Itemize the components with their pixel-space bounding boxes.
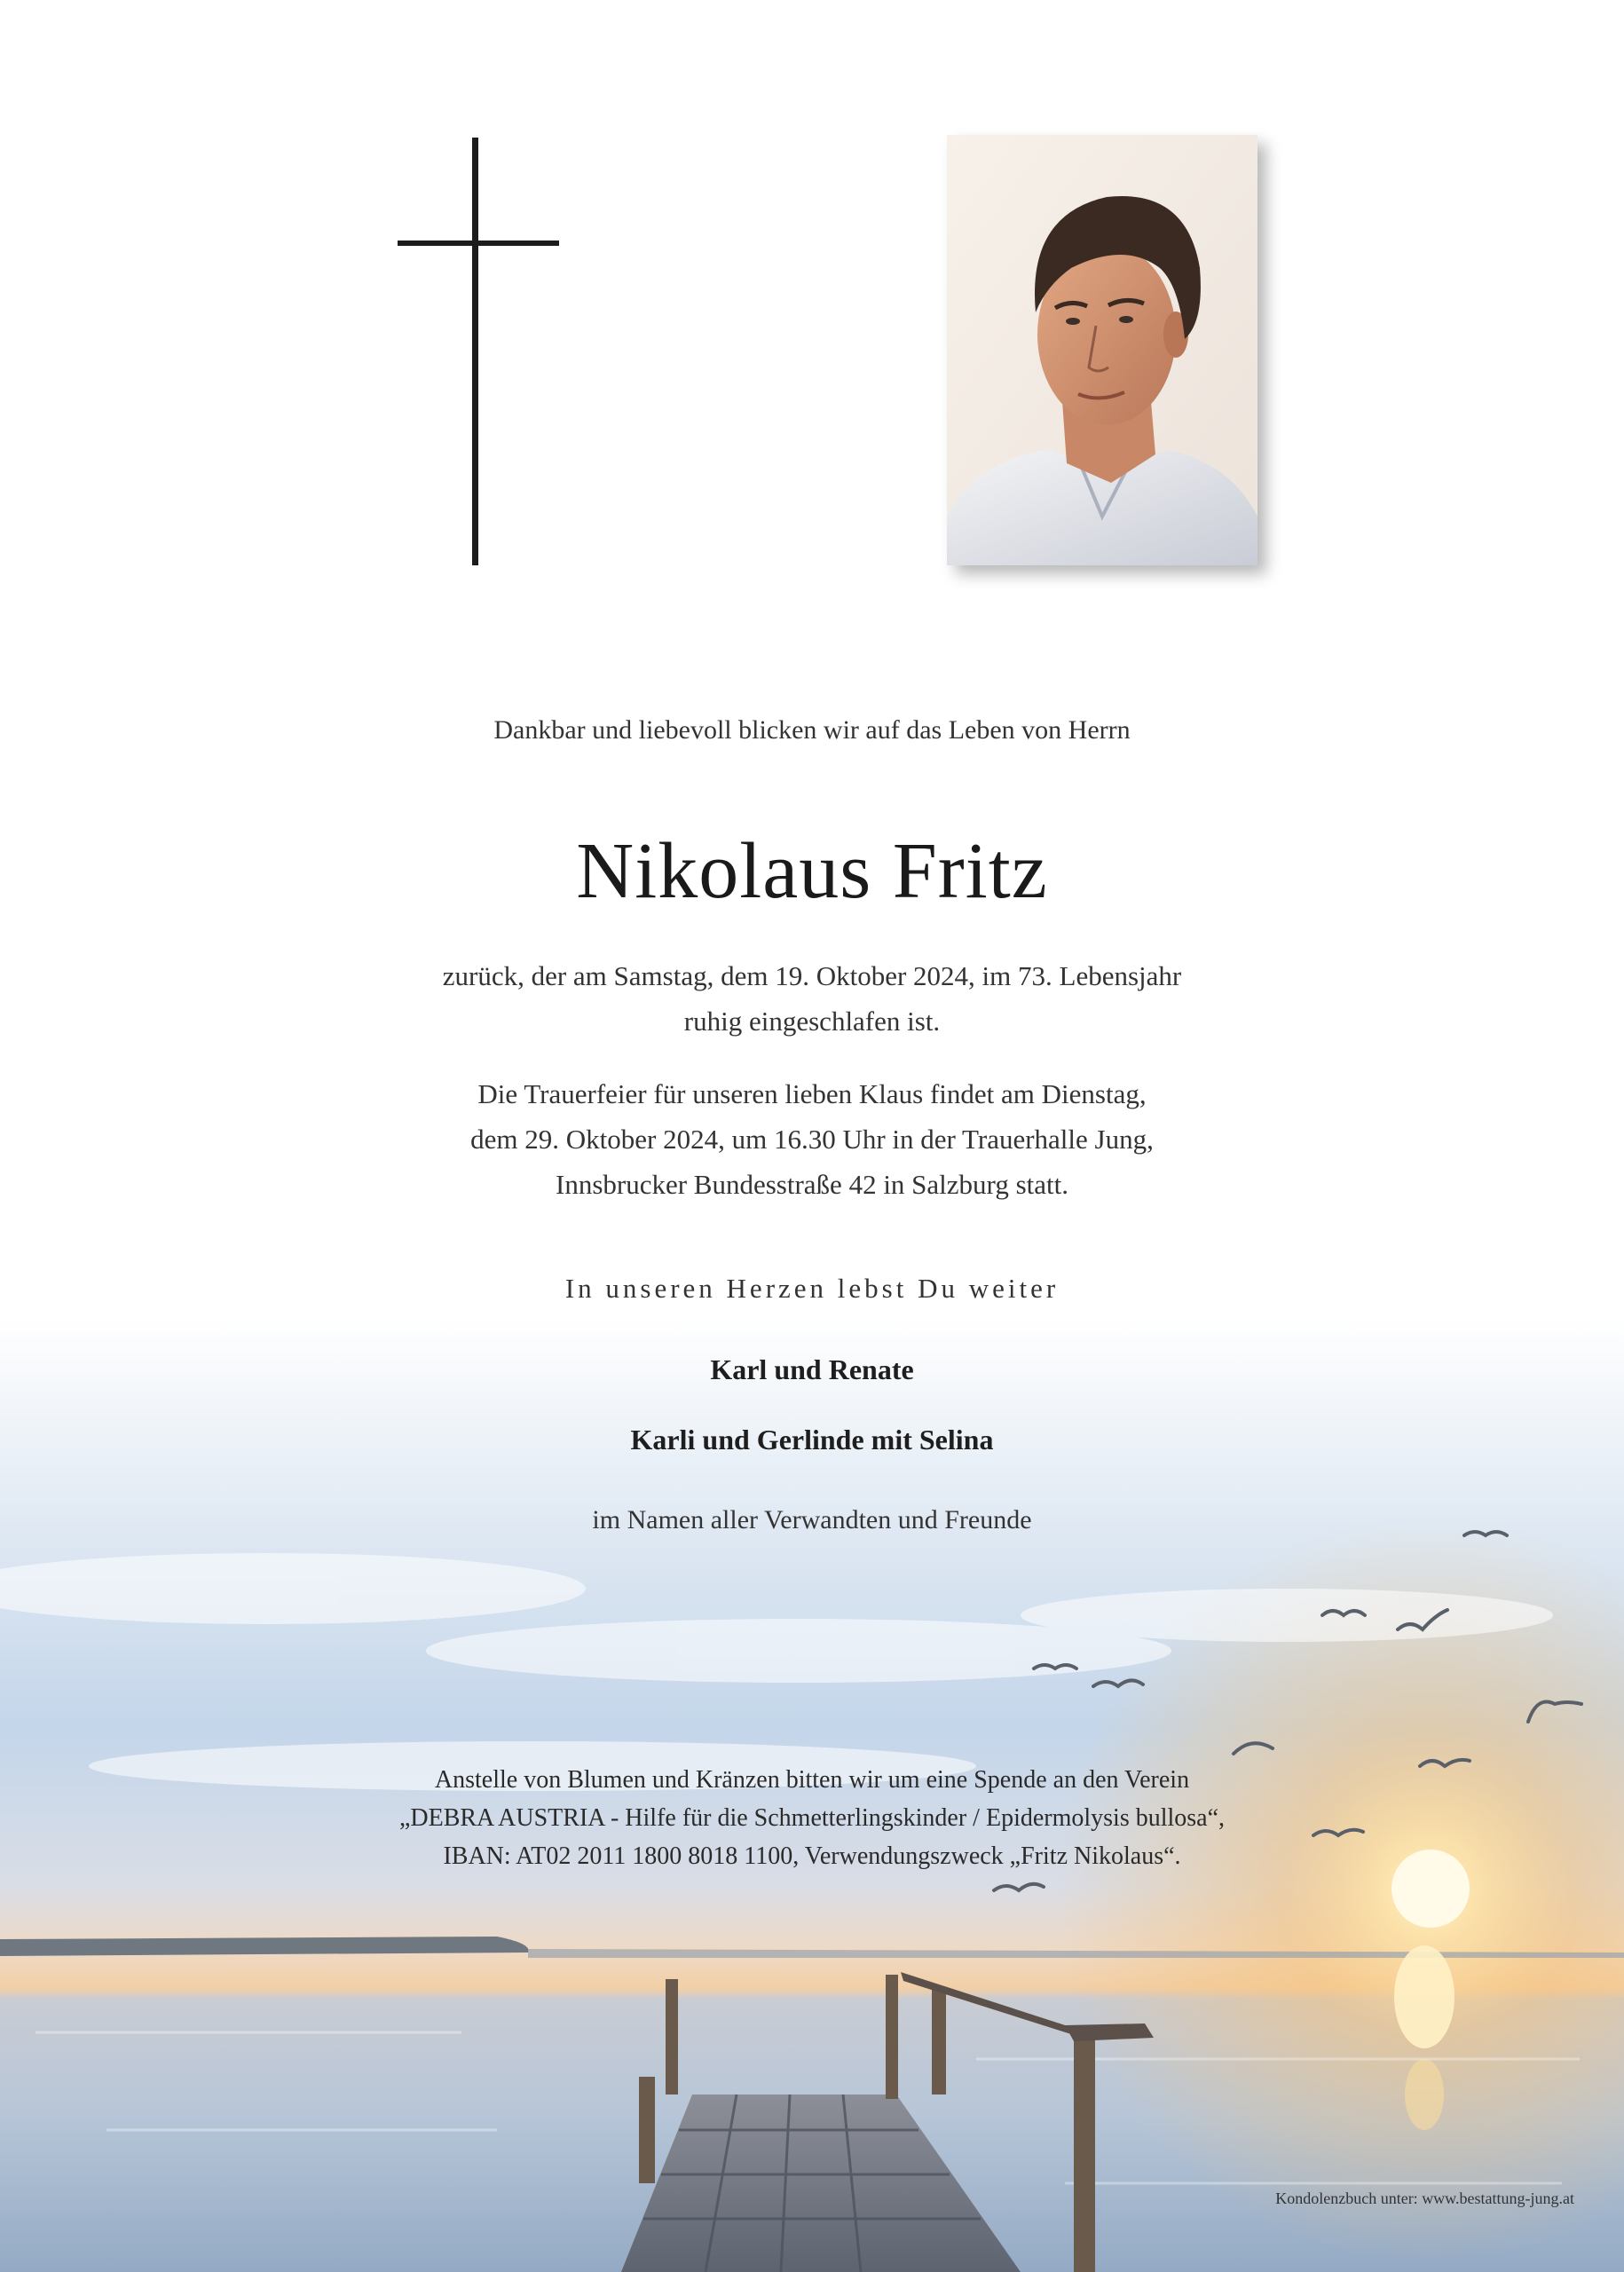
passing-notice — [0, 953, 1624, 1044]
passing-line: ruhig eingeschlafen ist. — [683, 1006, 941, 1037]
ceremony-line: Innsbrucker Bundesstraße 42 in Salzburg statt. — [556, 1169, 1068, 1200]
cross-vertical-bar — [472, 138, 478, 565]
portrait-photo — [947, 135, 1257, 565]
donation-line: „DEBRA AUSTRIA - Hilfe für die Schmetterlingskinder / Epidermolysis bullosa“, — [398, 1804, 1226, 1832]
ceremony-line: Die Trauerfeier für unseren lieben Klaus findet am Dienstag, — [477, 1078, 1147, 1109]
deceased-name: Nikolaus Fritz — [576, 827, 1048, 915]
donation-line: IBAN: AT02 2011 1800 8018 1100, Verwendungszweck „Fritz Nikolaus“. — [443, 1842, 1181, 1870]
ceremony-notice — [0, 1071, 1624, 1207]
motto-text: In unseren Herzen lebst Du weiter — [564, 1273, 1060, 1304]
family-note: im Namen aller Verwandten und Freunde — [592, 1505, 1032, 1534]
ceremony-line: dem 29. Oktober 2024, um 16.30 Uhr in der Trauerhalle Jung, — [470, 1124, 1154, 1155]
intro-text: Dankbar und liebevoll blicken wir auf das Leben von Herrn — [493, 715, 1131, 745]
donation-notice — [0, 1761, 1624, 1875]
mourner-name: Karl und Renate — [710, 1353, 914, 1385]
mourner-name: Karli und Gerlinde mit Selina — [630, 1424, 994, 1456]
passing-line: zurück, der am Samstag, dem 19. Oktober 2024, im 73. Lebensjahr — [442, 960, 1182, 991]
cross-horizontal-bar — [398, 241, 559, 246]
condolence-book-link[interactable]: Kondolenzbuch unter: www.bestattung-jung.at — [1275, 2189, 1574, 2207]
donation-line: Anstelle von Blumen und Kränzen bitten wir um eine Spende an den Verein — [434, 1766, 1190, 1794]
